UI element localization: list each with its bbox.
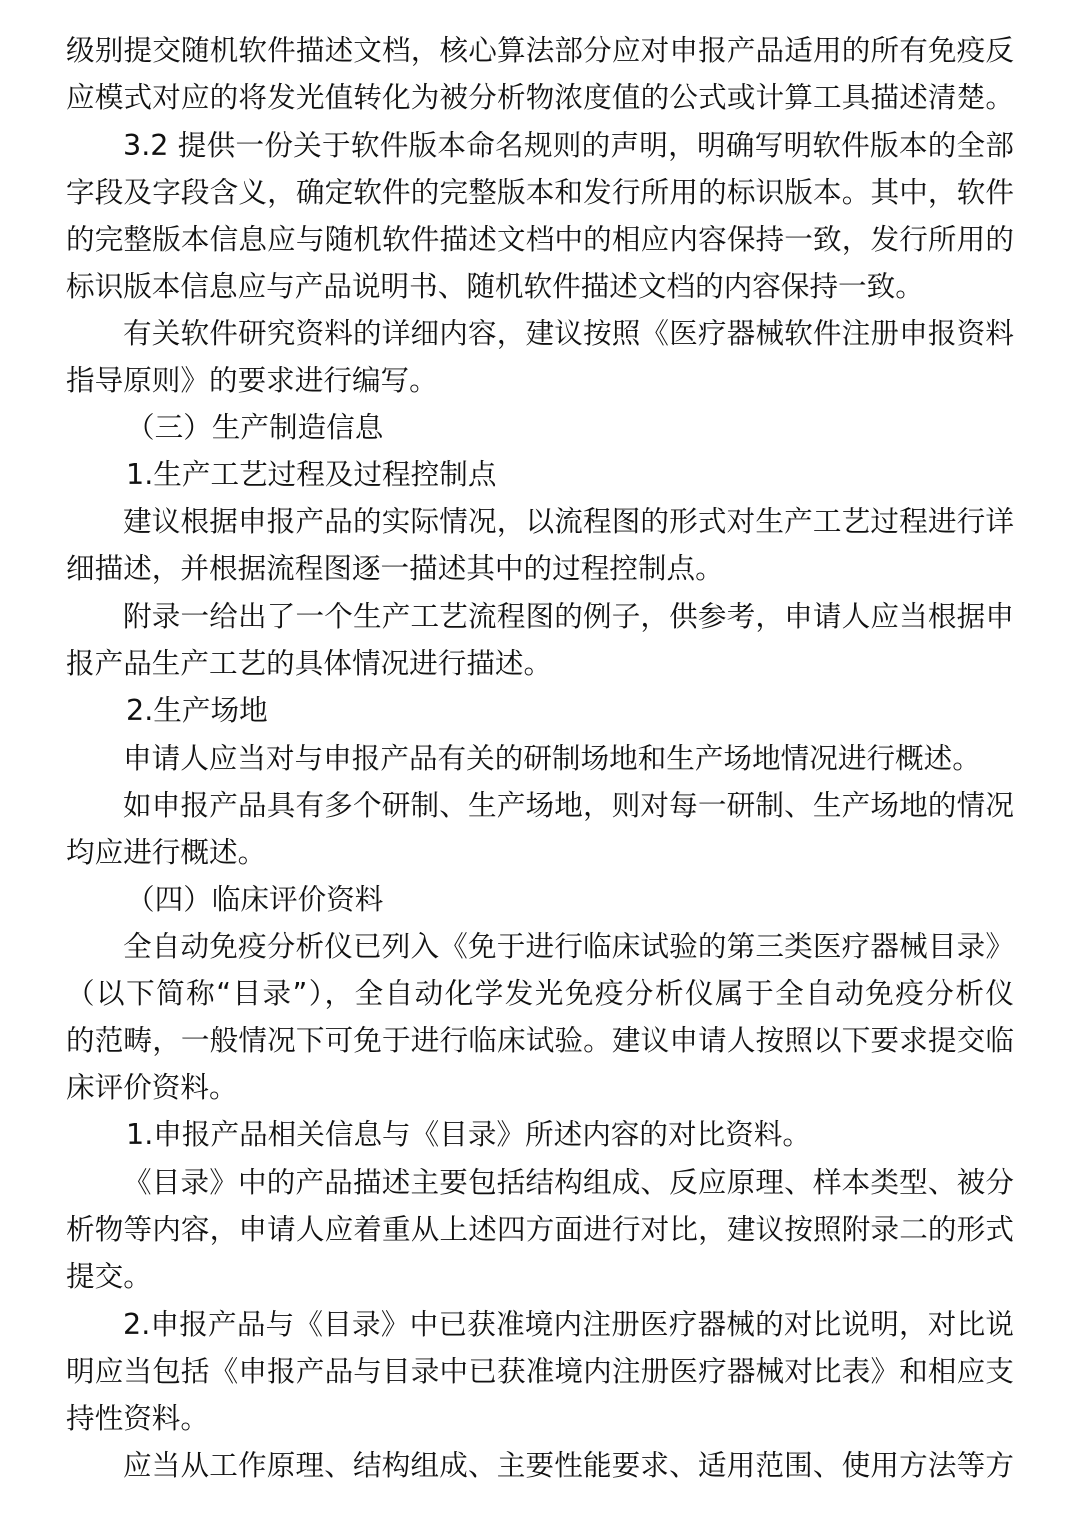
text-line: 级别提交随机软件描述文档，核心算法部分应对申报产品适用的所有免疫反 [66, 33, 1014, 67]
section-heading: （四）临床评价资料 [126, 882, 384, 916]
text-line: 全自动免疫分析仪已列入《免于进行临床试验的第三类医疗器械目录》 [123, 929, 1014, 963]
text-line: 均应进行概述。 [66, 835, 267, 869]
text-line: （以下简称“目录”），全自动化学发光免疫分析仪属于全自动免疫分析仪 [66, 976, 1014, 1010]
text-line: 字段及字段含义，确定软件的完整版本和发行所用的标识版本。其中，软件 [66, 175, 1014, 209]
text-line: 2.申报产品与《目录》中已获准境内注册医疗器械的对比说明，对比说 [123, 1307, 1014, 1341]
subsection-heading: 1.生产工艺过程及过程控制点 [126, 457, 497, 491]
text-line: 明应当包括《申报产品与目录中已获准境内注册医疗器械对比表》和相应支 [66, 1354, 1014, 1388]
text-line: 应当从工作原理、结构组成、主要性能要求、适用范围、使用方法等方 [123, 1448, 1014, 1482]
text-line: 细描述，并根据流程图逐一描述其中的过程控制点。 [66, 551, 724, 585]
text-line: 有关软件研究资料的详细内容，建议按照《医疗器械软件注册申报资料 [123, 316, 1014, 350]
text-line: 3.2 提供一份关于软件版本命名规则的声明，明确写明软件版本的全部 [123, 128, 1014, 162]
text-line: 标识版本信息应与产品说明书、随机软件描述文档的内容保持一致。 [66, 269, 924, 303]
text-line: 申请人应当对与申报产品有关的研制场地和生产场地情况进行概述。 [123, 741, 981, 775]
text-line: 附录一给出了一个生产工艺流程图的例子，供参考，申请人应当根据申 [123, 599, 1014, 633]
text-line: 如申报产品具有多个研制、生产场地，则对每一研制、生产场地的情况 [123, 788, 1014, 822]
text-line: 指导原则》的要求进行编写。 [66, 363, 438, 397]
text-line: 持性资料。 [66, 1401, 209, 1435]
text-line: 提交。 [66, 1259, 152, 1293]
text-line: 应模式对应的将发光值转化为被分析物浓度值的公式或计算工具描述清楚。 [66, 80, 1014, 114]
subsection-heading: 2.生产场地 [126, 693, 268, 727]
section-heading: （三）生产制造信息 [126, 410, 384, 444]
text-line: 析物等内容，申请人应着重从上述四方面进行对比，建议按照附录二的形式 [66, 1212, 1014, 1246]
text-line: 的范畴，一般情况下可免于进行临床试验。建议申请人按照以下要求提交临 [66, 1023, 1014, 1057]
text-line: 的完整版本信息应与随机软件描述文档中的相应内容保持一致，发行所用的 [66, 222, 1014, 256]
text-line: 报产品生产工艺的具体情况进行描述。 [66, 646, 553, 680]
text-line: 建议根据申报产品的实际情况，以流程图的形式对生产工艺过程进行详 [123, 504, 1014, 538]
text-line: 《目录》中的产品描述主要包括结构组成、反应原理、样本类型、被分 [123, 1165, 1014, 1199]
subsection-heading: 1.申报产品相关信息与《目录》所述内容的对比资料。 [126, 1117, 811, 1151]
text-line: 床评价资料。 [66, 1070, 238, 1104]
